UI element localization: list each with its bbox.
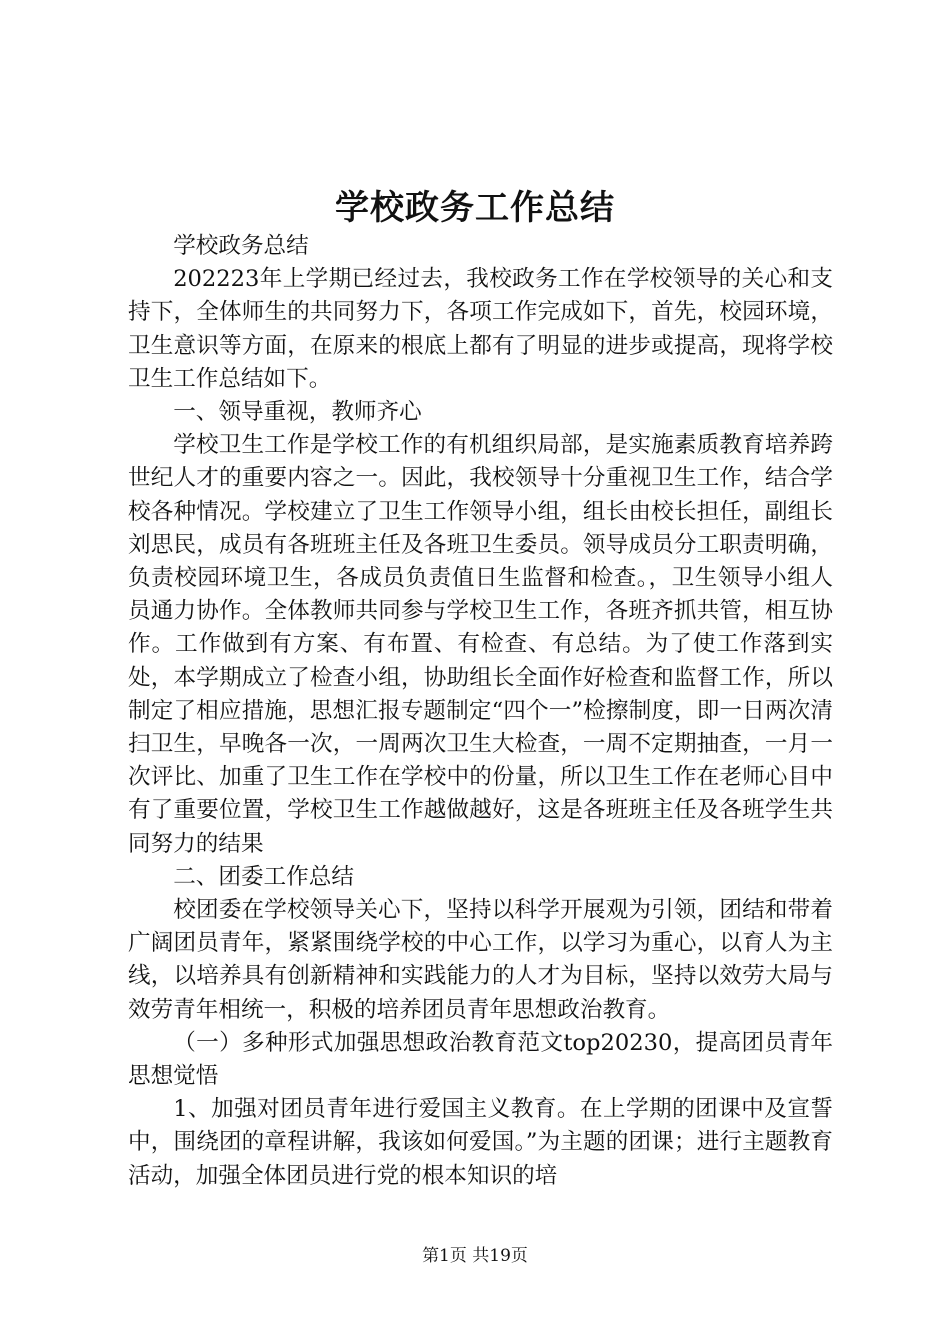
section-heading-youth-league: 二、团委工作总结 xyxy=(173,863,354,890)
section-heading-leadership: 一、领导重视，教师齐心 xyxy=(173,399,422,426)
paragraph-patriotic-education: 1、加强对团员青年进行爱国主义教育。在上学期的团课中及宣誓中，围绕团的章程讲解，我该如何爱国。”为主题的团课；进行主题教育活动，加强全体团员进行党的根本知识的培 xyxy=(128,1096,833,1189)
paragraph-subtitle: 学校政务总结 xyxy=(173,233,309,259)
document-title: 学校政务工作总结 xyxy=(335,188,615,228)
subsection-heading-political-education: （一）多种形式加强思想政治教育范文top20230，提高团员青年思想觉悟 xyxy=(128,1029,833,1090)
paragraph-intro: 202223年上学期已经过去，我校政务工作在学校领导的关心和支持下，全体师生的共同努力下，各项工作完成如下，首先，校园环境，卫生意识等方面，在原来的根底上都有了明显的进步或提高，现将学校卫生工作总结如下。 xyxy=(128,266,833,392)
page-number: 第1页 共19页 xyxy=(422,1246,528,1266)
paragraph-youth-league: 校团委在学校领导关心下，坚持以科学开展观为引领，团结和带着广阔团员青年，紧紧围绕学校的中心工作，以学习为重心，以育人为主线，以培养具有创新精神和实践能力的人才为目标，坚持以效劳大局与效劳青年相统一，积极的培养团员青年思想政治教育。 xyxy=(128,897,833,1023)
document-body xyxy=(128,230,833,1193)
paragraph-hygiene-work: 学校卫生工作是学校工作的有机组织局部，是实施素质教育培养跨世纪人才的重要内容之一。因此，我校领导十分重视卫生工作，结合学校各种情况。学校建立了卫生工作领导小组，组长由校长担任，副组长刘思民，成员有各班班主任及各班卫生委员。领导成员分工职责明确，负责校园环境卫生，各成员负责值日生监督和检查。，卫生领导小组人员通力协作。全体教师共同参与学校卫生工作，各班齐抓共管，相互协作。工作做到有方案、有布置、有检查、有总结。为了使工作落到实处，本学期成立了检查小组，协助组长全面作好检查和监督工作，所以制定了相应措施，思想汇报专题制定“四个一”检擦制度，即一日两次清扫卫生，早晚各一次，一周两次卫生大检查，一周不定期抽查，一月一次评比、加重了卫生工作在学校中的份量，所以卫生工作在老师心目中有了重要位置，学校卫生工作越做越好，这是各班班主任及各班学生共同努力的结果 xyxy=(128,432,833,857)
